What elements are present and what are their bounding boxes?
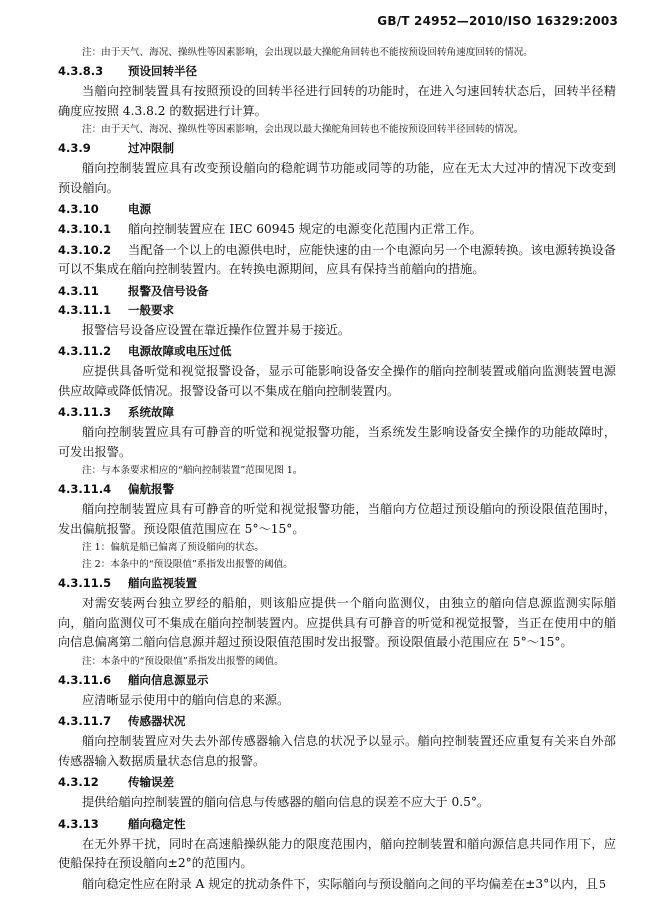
paragraph: 艏向控制装置应具有可静音的听觉和视觉报警功能，当系统发生影响设备安全操作的功能故障时，可发出报警。 <box>58 425 616 459</box>
paragraph-text: 艏向控制装置应在 IEC 60945 规定的电源变化范围内正常工作。 <box>128 222 482 236</box>
section-title: 电源故障或电压过低 <box>128 344 232 358</box>
section-title: 电源 <box>128 202 151 216</box>
section-number: 4.3.11.3 <box>58 405 112 419</box>
section-number: 4.3.11.6 <box>58 672 112 687</box>
section-title: 预设回转半径 <box>128 64 197 78</box>
section-heading-43116 <box>58 673 616 688</box>
paragraph: 应清晰显示使用中的艏向信息的来源。 <box>82 692 290 707</box>
section-heading-43112 <box>58 344 616 359</box>
note: 注：由于天气、海况、操纵性等因素影响，会出现以最大操舵角回转也不能按预设回转半径回转的情况。 <box>82 124 524 135</box>
section-title: 偏航报警 <box>128 482 174 496</box>
note: 注：与本条要求相应的“艏向控制装置”范围见图 1。 <box>82 465 303 476</box>
paragraph: 报警信号设备应设置在靠近操作位置并易于接近。 <box>82 322 351 337</box>
page-number: 5 <box>599 878 606 891</box>
section-number: 4.3.10.1 <box>58 222 112 236</box>
note: 注 1：偏航是船已偏离了预设艏向的状态。 <box>82 542 264 553</box>
section-title: 艏向信息源显示 <box>128 672 209 687</box>
paragraph: 艏向控制装置应具有可静音的听觉和视觉报警功能，当艏向方位超过预设艏向的预设限值范围时，发出偏航报警。预设限值范围应在 5°～15°。 <box>58 502 616 536</box>
section-heading-4311 <box>58 284 616 299</box>
section-number: 4.3.11.1 <box>58 302 112 317</box>
note: 注 2：本条中的“预设限值”系指发出报警的阈值。 <box>82 559 293 570</box>
paragraph: 艏向控制装置应对失去外部传感器输入信息的状况予以显示。艏向控制装置还应重复有关来自外部传感器输入数据质量状态信息的报警。 <box>58 734 616 768</box>
section-title: 一般要求 <box>128 302 174 317</box>
note: 注：由于天气、海况、操纵性等因素影响，会出现以最大操舵角回转也不能按预设回转角速度回转的情况。 <box>82 47 533 58</box>
paragraph: 艏向稳定性应在附录 A 规定的扰动条件下，实际艏向与预设艏向之间的平均偏差在±3°以内，且 <box>82 876 598 891</box>
paragraph-text: 当配备一个以上的电源供电时，应能快速的由一个电源向另一个电源转换。该电源转换设备可以不集成在艏向控制装置内。在转换电源期间，应具有保持当前艏向的措施。 <box>58 242 616 276</box>
section-number: 4.3.10.2 <box>58 242 112 257</box>
section-number: 4.3.8.3 <box>58 64 104 78</box>
note: 注：本条中的“预设限值”系指发出报警的阈值。 <box>82 655 284 667</box>
section-number: 4.3.9 <box>58 141 91 155</box>
section-heading-43117 <box>58 714 616 729</box>
section-number: 4.3.11.4 <box>58 482 112 496</box>
section-number: 4.3.13 <box>58 816 99 831</box>
section-number: 4.3.10 <box>58 202 99 216</box>
section-title: 系统故障 <box>128 405 174 419</box>
section-title: 传感器状况 <box>128 714 186 728</box>
paragraph: 艏向控制装置应具有改变预设艏向的稳舵调节功能或同等的功能，应在无太大过冲的情况下改变到预设艏向。 <box>58 161 616 195</box>
section-title: 艏向监视装置 <box>128 576 197 590</box>
section-heading-4312 <box>58 775 616 790</box>
paragraph: 对需安装两台独立罗经的船舶，则该船应提供一个艏向监测仪，由独立的艏向信息源监测实际艏向，艏向监测仪可不集成在艏向控制装置内。应提供具有可静音的听觉和视觉报警，当正在使用中的艏向信息偏离第二艏向信息源并超过预设限值范围时发出报警。预设限值最小范围应在 5°～15°。 <box>58 596 616 649</box>
section-title: 传输误差 <box>128 775 174 789</box>
standard-number: GB/T 24952—2010/ISO 16329:2003 <box>377 14 618 28</box>
paragraph: 应提供具备听觉和视觉报警设备，显示可能影响设备安全操作的艏向控制装置或艏向监测装置电源供应故障或降低情况。报警设备可以不集成在艏向控制装置内。 <box>58 364 616 398</box>
paragraph-43101 <box>58 220 616 240</box>
section-number: 4.3.11.5 <box>58 576 112 590</box>
section-number: 4.3.11.7 <box>58 714 112 728</box>
section-heading-43111 <box>58 303 616 318</box>
section-heading-439 <box>58 141 616 156</box>
paragraph: 提供给艏向控制装置的艏向信息与传感器的艏向信息的误差不应大于 0.5°。 <box>82 795 490 809</box>
section-number: 4.3.11 <box>58 283 99 298</box>
paragraph: 在无外界干扰，同时在高速船操纵能力的限度范围内，艏向控制装置和艏向源信息共同作用下，应使船保持在预设艏向±2°的范围内。 <box>58 836 616 870</box>
paragraph-43102 <box>58 241 616 280</box>
section-heading-4383 <box>58 64 616 79</box>
section-number: 4.3.12 <box>58 775 99 789</box>
section-title: 报警及信号设备 <box>128 283 209 298</box>
document-body <box>58 45 616 895</box>
section-title: 过冲限制 <box>128 141 174 155</box>
section-heading-43115 <box>58 576 616 591</box>
section-title: 艏向稳定性 <box>128 816 186 831</box>
section-heading-4313 <box>58 817 616 832</box>
section-heading-43113 <box>58 405 616 420</box>
paragraph: 当艏向控制装置具有按照预设的回转半径进行回转的功能时，在进入匀速回转状态后，回转半径精确度应按照 4.3.8.2 的数据进行计算。 <box>58 84 616 118</box>
section-number: 4.3.11.2 <box>58 344 112 358</box>
section-heading-4310 <box>58 202 616 217</box>
section-heading-43114 <box>58 482 616 497</box>
